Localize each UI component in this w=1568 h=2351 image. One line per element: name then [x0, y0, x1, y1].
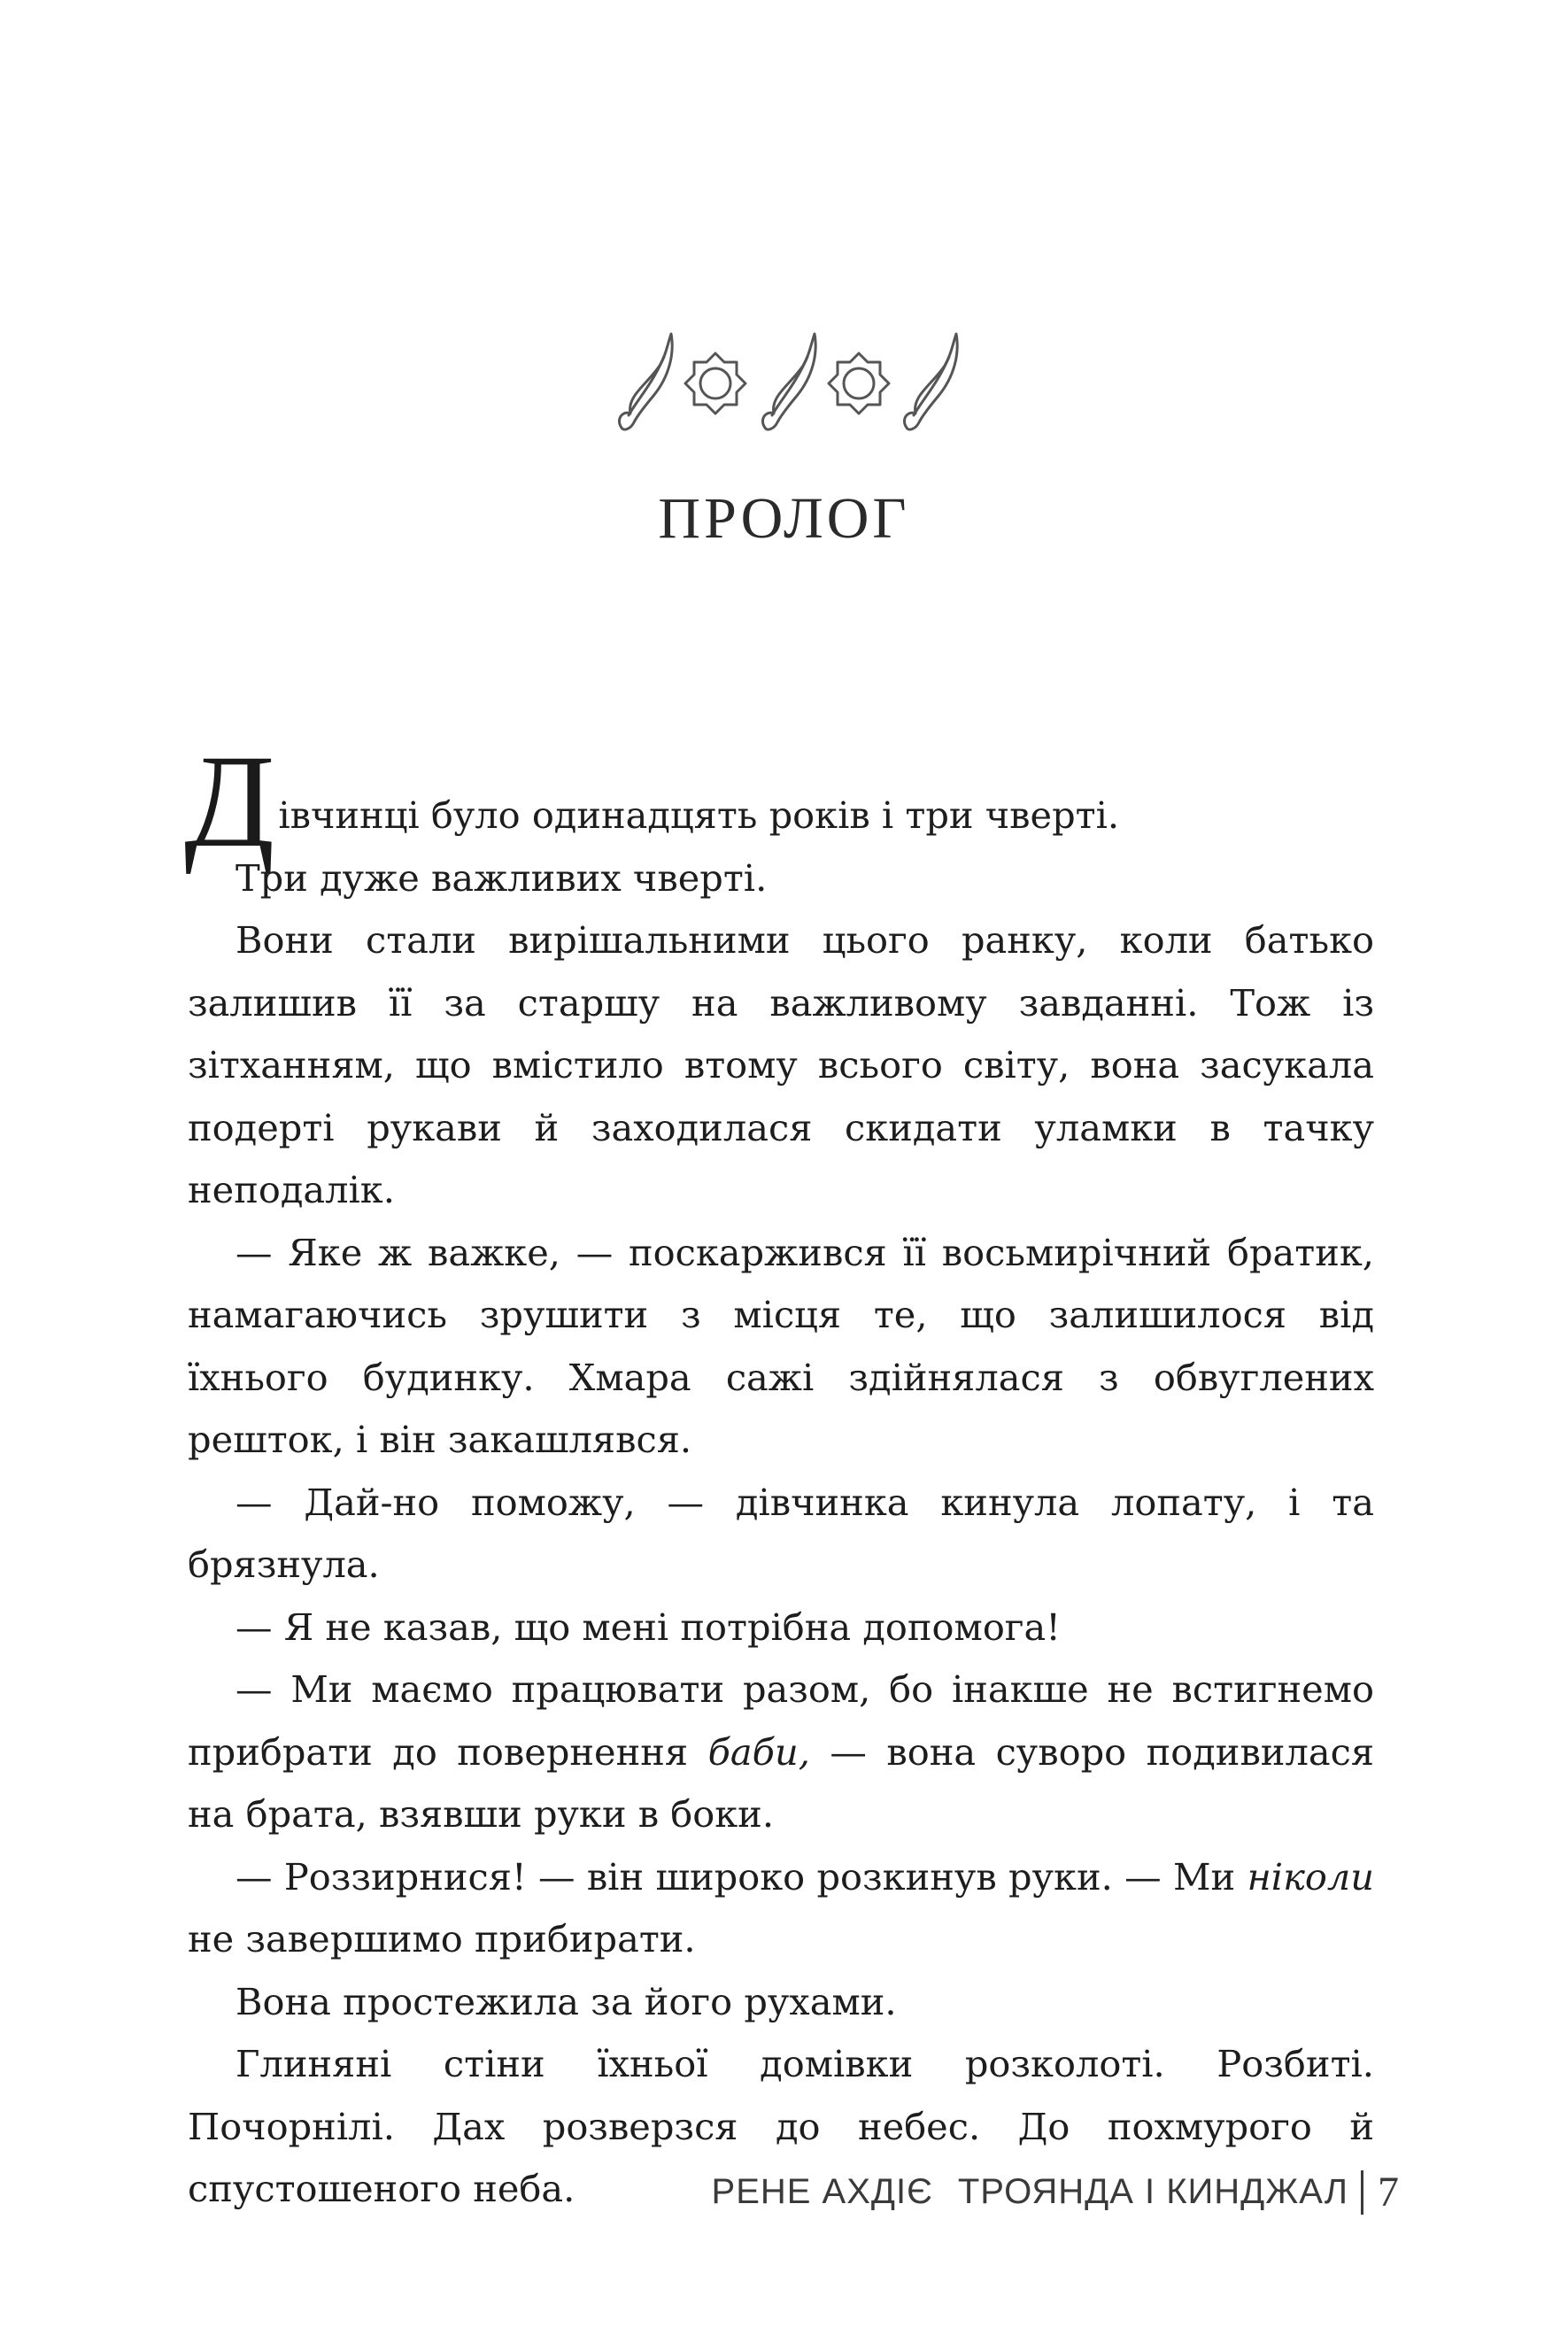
paragraph: — Яке ж важке, — поскаржився її восьмирічний братик, намагаючись зрушити з місця те, що залишилося від їхнього будинку. Хмара сажі здійнялася з обвуглених решток, і він закашлявся. [188, 1230, 1374, 1461]
chapter-ornament [611, 314, 965, 447]
paragraph-text: — Ми маємо працювати разом, бо інакше не встигнемо прибрати до повернення [188, 1667, 1374, 1774]
rosette-icon [685, 353, 745, 414]
emphasis-text: баби, [707, 1729, 810, 1774]
paragraph [188, 1659, 1374, 1846]
paragraph-text: — вона суворо подивилася на брата, взявши руки в боки. [188, 1729, 1374, 1836]
chapter-title: ПРОЛОГ [658, 486, 910, 551]
rosette-icon [829, 353, 889, 414]
leaf-flourish-icon [904, 334, 957, 429]
running-footer [712, 2168, 1400, 2216]
paragraph: Глиняні стіни їхньої домівки розколоті. Розбиті. Почорнілі. Дах розверзся до небес. До похмурого й спустошеного неба. [188, 2042, 1374, 2210]
leaf-flourish-icon [619, 334, 672, 429]
paragraph [188, 1846, 1374, 1971]
body-text [184, 728, 1374, 2221]
footer-divider [1361, 2170, 1363, 2215]
footer-author: РЕНЕ АХДІЄ [711, 2172, 933, 2211]
paragraph-text: івчинці було одинадцять років і три чверті. [278, 793, 1120, 837]
paragraph: — Дай-но поможу, — дівчинка кинула лопату, і та брязнула. [188, 1480, 1374, 1586]
drop-cap: Д [184, 728, 275, 875]
paragraph: Вона простежила за його рухами. [236, 1979, 897, 2023]
leaf-flourish-icon [762, 334, 815, 429]
paragraph: Вони стали вирішальними цього ранку, коли батько залишив її за старшу на важливому завданні. Тож із зітханням, що вмістило втому всього світу, вона засукала подерті рукави й заходилася скидати уламки в тачку неподалік. [188, 918, 1374, 1211]
paragraph: — Я не казав, що мені потрібна допомога! [236, 1605, 1061, 1649]
footer-book-title: ТРОЯНДА І КИНДЖАЛ [957, 2172, 1348, 2211]
paragraph-text: — Роззирнися! — він широко розкинув руки. — Ми [236, 1854, 1247, 1899]
paragraph: Три дуже важливих чверті. [236, 855, 768, 900]
emphasis-text: ніколи [1247, 1854, 1374, 1899]
paragraph [184, 728, 1374, 875]
paragraph-text: не завершимо прибирати. [188, 1917, 696, 1960]
page-number: 7 [1378, 2169, 1400, 2216]
